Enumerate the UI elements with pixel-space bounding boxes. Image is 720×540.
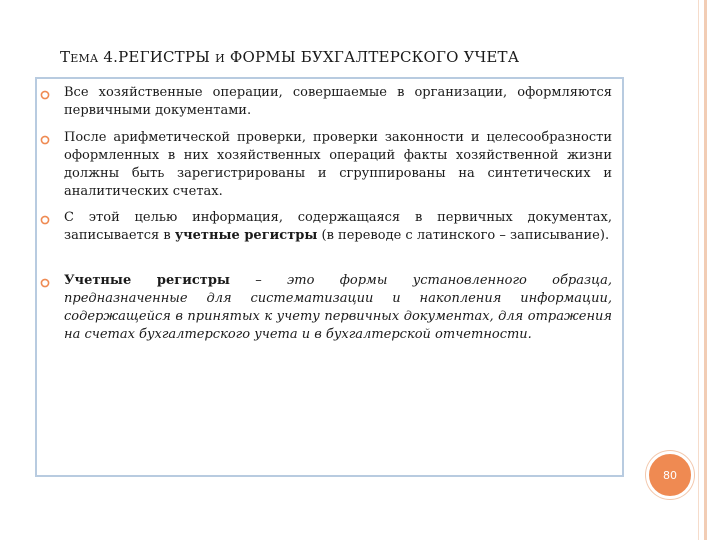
title-part: Т — [60, 48, 71, 66]
bullet-segment: – — [229, 273, 288, 288]
page-number: 80 — [663, 468, 677, 482]
bullet-icon — [40, 135, 50, 145]
bullet-segment: это формы установленного образца, предназначенные для систематизации и накопления информации, содержащейся в принятых к учету первичных документах, для отражения на счетах бухгалтерского учета и в бухгалтерской отчетности. — [64, 273, 613, 342]
title-part: ФОРМЫ БУХГАЛТЕРСКОГО УЧЕТА — [224, 48, 520, 66]
bullet-icon — [40, 215, 50, 225]
title-part: ЕМА — [70, 52, 99, 65]
bullet-segment: (в переводе с латинского – записывание). — [317, 228, 610, 243]
bullet-text — [64, 84, 612, 120]
bullet-segment: Учетные регистры — [64, 273, 230, 288]
slide-title — [60, 48, 620, 66]
bullet-text — [64, 209, 612, 245]
decorative-line — [704, 0, 707, 540]
bullet-icon — [40, 90, 50, 100]
bullet-segment: С этой целью информация, содержащаяся в первичных документах, записывается в — [64, 210, 612, 243]
title-part: 4.РЕГИСТРЫ — [98, 48, 216, 66]
title-part: И — [215, 52, 225, 65]
decorative-line — [698, 0, 699, 540]
bullet-segment: Все хозяйственные операции, совершаемые в организации, оформляются первичными документами. — [64, 85, 612, 118]
bullet-text — [64, 129, 612, 201]
bullet-segment: После арифметической проверки, проверки законности и целесообразности оформленных в них хозяйственных операций факты хозяйственной жизни должны быть зарегистрированы и сгруппированы на синтетических и аналитических счетах. — [64, 130, 612, 199]
bullet-segment: учетные регистры — [174, 228, 318, 243]
page-number-badge — [646, 451, 694, 499]
bullet-text — [64, 272, 612, 344]
bullet-icon — [40, 278, 50, 288]
